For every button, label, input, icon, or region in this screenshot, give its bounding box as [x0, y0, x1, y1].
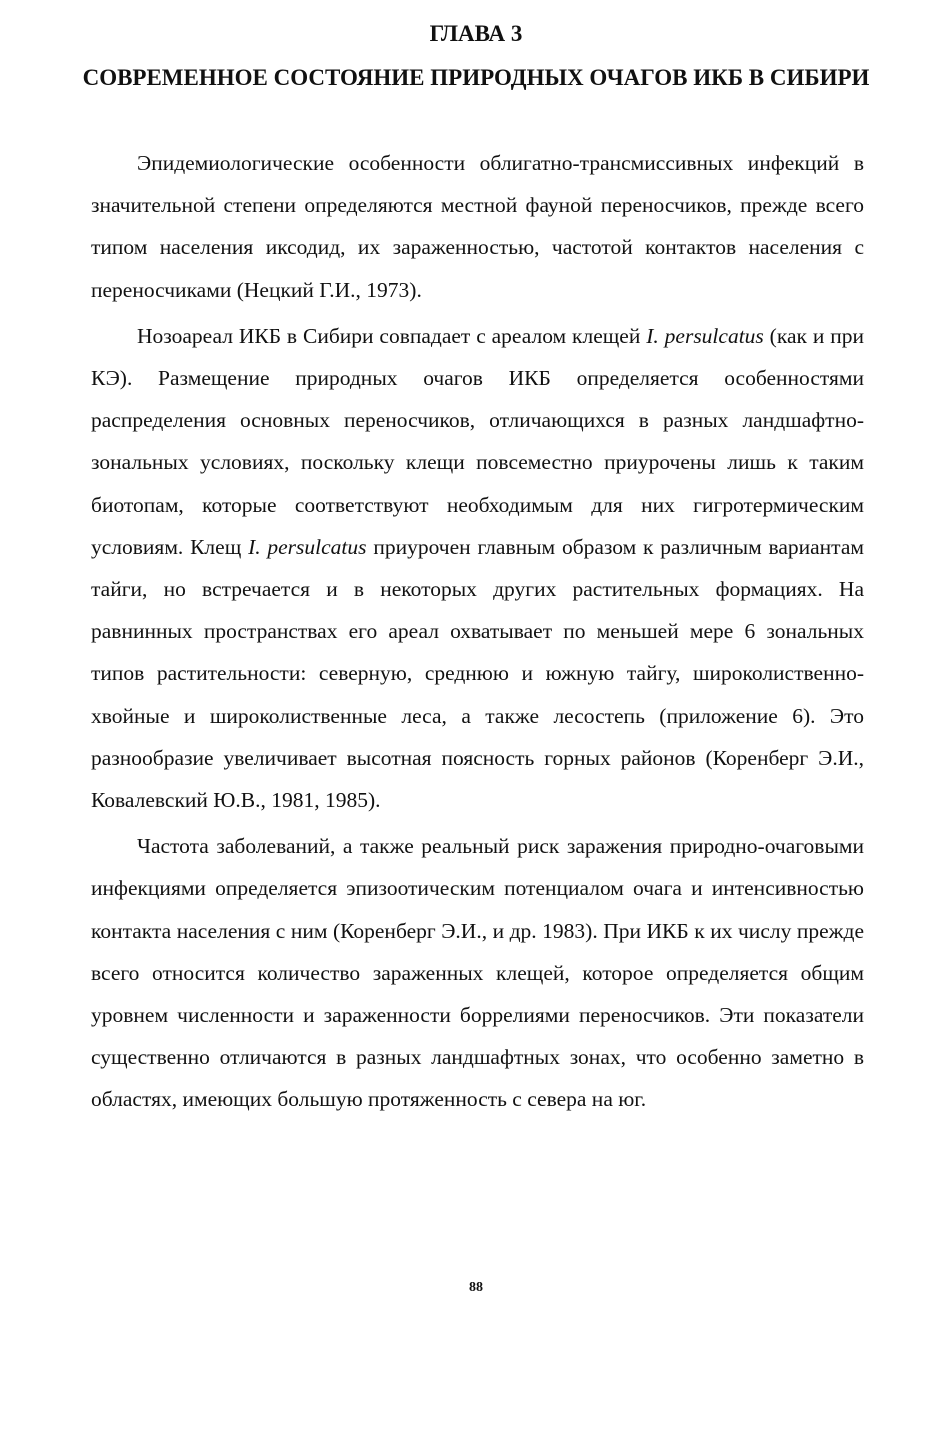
paragraph: Эпидемиологические особенности облигатно-трансмиссивных инфекций в значительной степени определяются местной фауной переносчиков, прежде всего типом населения иксодид, их зараженностью, частотой контактов населения с переносчиками (Нецкий Г.И., 1973).	[91, 151, 864, 302]
paragraph	[91, 315, 864, 821]
paragraph-text: Нозоареал ИКБ в Сибири совпадает с ареалом клещей	[137, 323, 647, 348]
species-name: I. persulcatus	[646, 323, 764, 348]
paragraph-text: приурочен главным образом к различным вариантам тайги, но встречается и в некоторых других растительных формациях. На равнинных пространствах его ареал охватывает по меньшей мере 6 зональных типов растительности: северную, среднюю и южную тайгу, широколиственно-хвойные и широколиственные леса, а также лесостепь (приложение 6). Это разнообразие увеличивает высотная поясность горных районов (Коренберг Э.И., Ковалевский Ю.В., 1981, 1985).	[91, 534, 864, 813]
body-text	[91, 142, 864, 1121]
paragraph: Частота заболеваний, а также реальный риск заражения природно-очаговыми инфекциями определяется эпизоотическим потенциалом очага и интенсивностью контакта населения с ним (Коренберг Э.И., и др. 1983). При ИКБ к их числу прежде всего относится количество зараженных клещей, которое определяется общим уровнем численности и зараженности боррелиями переносчиков. Эти показатели существенно отличаются в разных ландшафтных зонах, что особенно заметно в областях, имеющих большую протяженность с севера на юг.	[91, 834, 864, 1112]
page-number: 88	[469, 1280, 483, 1295]
paragraph-text: (как и при КЭ). Размещение природных очагов ИКБ определяется особенностями распределения основных переносчиков, отличающихся в разных ландшафтно-зональных условиях, поскольку клещи повсеместно приурочены лишь к таким биотопам, которые соответствуют необходимым для них гигротермическим условиям. Клещ	[91, 323, 864, 559]
species-name: I. persulcatus	[248, 534, 367, 559]
chapter-heading: ГЛАВА 3	[429, 21, 523, 46]
chapter-title: СОВРЕМЕННОЕ СОСТОЯНИЕ ПРИРОДНЫХ ОЧАГОВ ИКБ В СИБИРИ	[82, 65, 870, 90]
